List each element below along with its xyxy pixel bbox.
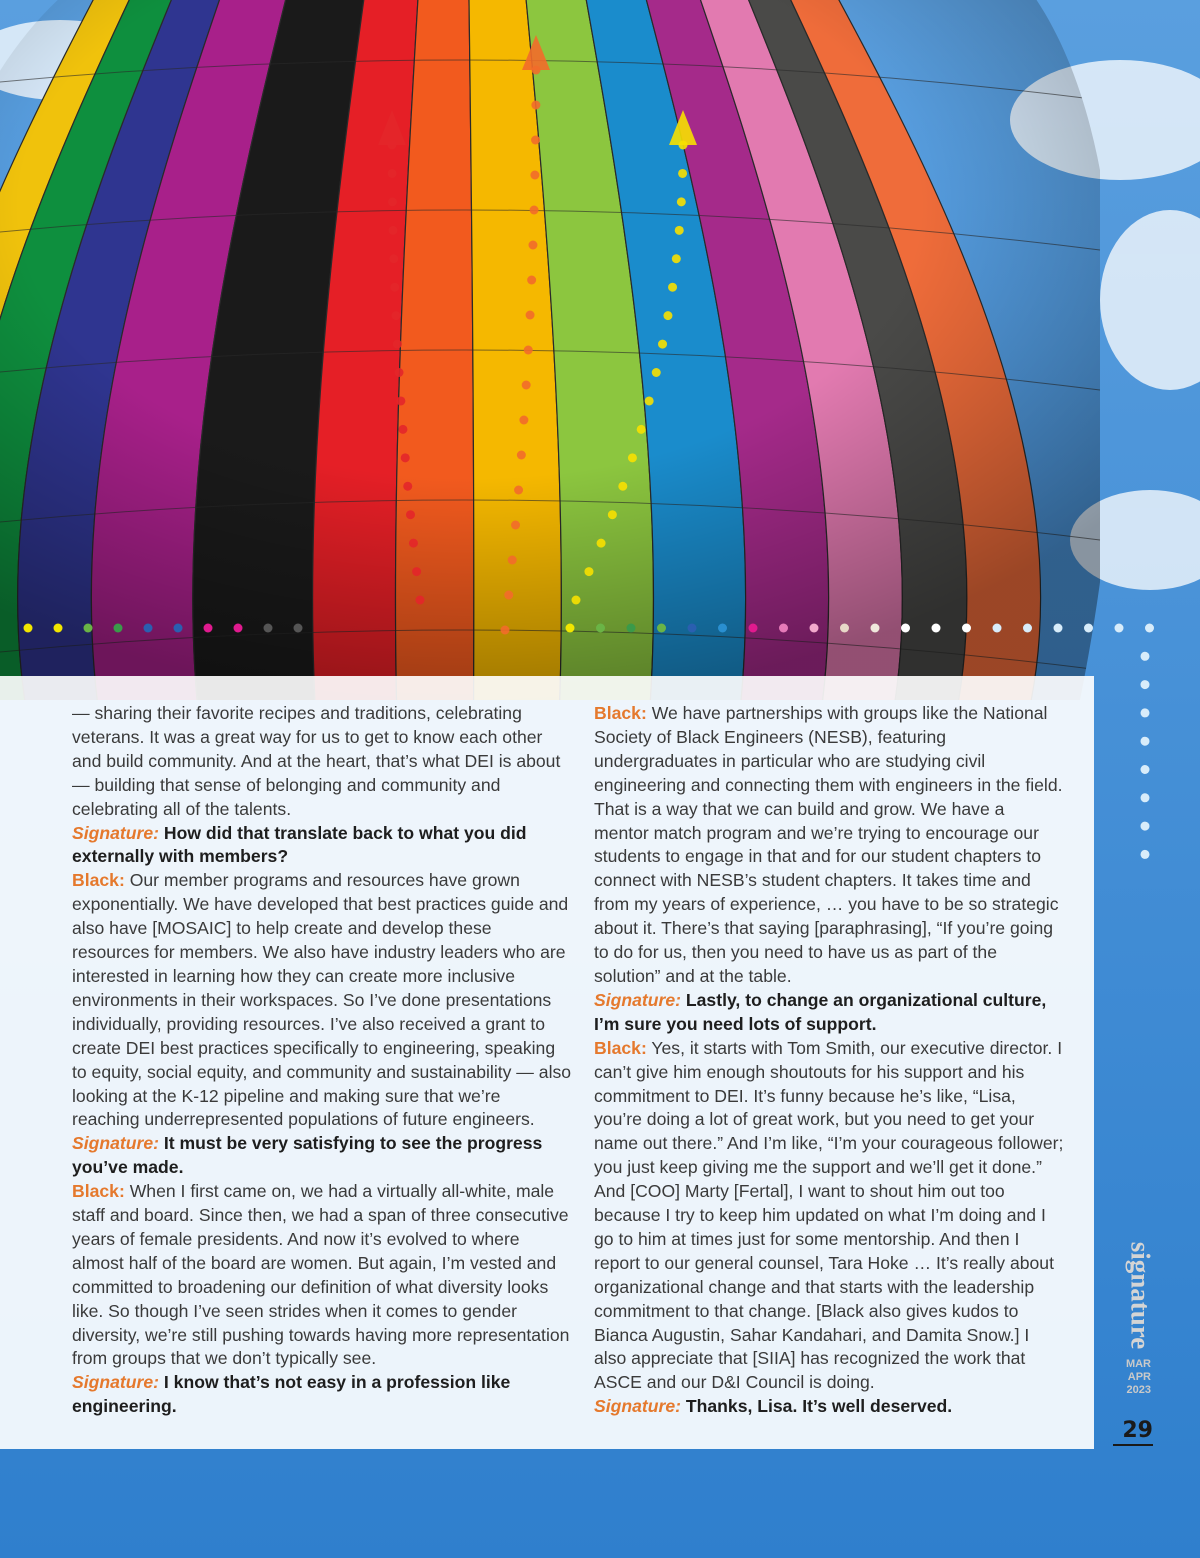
line-dot bbox=[1141, 680, 1150, 689]
arrow-dot bbox=[675, 226, 684, 235]
arrow-dot bbox=[524, 346, 533, 355]
line-dot bbox=[294, 624, 303, 633]
speaker-label-black: Black: bbox=[594, 703, 647, 723]
speaker-label-black: Black: bbox=[594, 1037, 647, 1058]
arrow-dot bbox=[678, 169, 687, 178]
line-dot bbox=[871, 624, 880, 633]
line-dot bbox=[901, 624, 910, 633]
arrow-dot bbox=[584, 567, 593, 576]
arrow-dot bbox=[531, 136, 540, 145]
line-dot bbox=[204, 624, 213, 633]
line-dot bbox=[566, 624, 575, 633]
arrow-dot bbox=[519, 416, 528, 425]
interview-answer bbox=[72, 1180, 572, 1371]
page-number: 29 bbox=[1113, 1418, 1153, 1446]
question-text: Lastly, to change an organizational culture, I’m sure you need lots of support. bbox=[594, 989, 1047, 1034]
arrow-dot bbox=[391, 311, 400, 320]
line-dot bbox=[1023, 624, 1032, 633]
page-masthead bbox=[1101, 1238, 1156, 1458]
arrow-dot bbox=[401, 453, 410, 462]
line-dot bbox=[627, 624, 636, 633]
line-dot bbox=[234, 624, 243, 633]
arrow-dot bbox=[668, 283, 677, 292]
arrow-dot bbox=[645, 396, 654, 405]
line-dot bbox=[688, 624, 697, 633]
arrow-dot bbox=[398, 425, 407, 434]
arrow-dot bbox=[528, 241, 537, 250]
line-dot bbox=[1084, 624, 1093, 633]
line-dot bbox=[1145, 624, 1154, 633]
line-dot bbox=[174, 624, 183, 633]
line-dot bbox=[596, 624, 605, 633]
arrow-dot bbox=[618, 482, 627, 491]
question-text: How did that translate back to what you did externally with members? bbox=[72, 822, 527, 867]
arrow-dot bbox=[416, 596, 425, 605]
speaker-label-signature: Signature: bbox=[594, 1396, 681, 1417]
arrow-dot bbox=[677, 197, 686, 206]
line-dot bbox=[1141, 652, 1150, 661]
arrow-dot bbox=[390, 283, 399, 292]
arrow-dot bbox=[403, 482, 412, 491]
magazine-logo bbox=[1125, 1238, 1156, 1353]
speaker-label-signature: Signature: bbox=[594, 989, 681, 1010]
line-dot bbox=[962, 624, 971, 633]
arrow-dot bbox=[572, 596, 581, 605]
arrow-dot bbox=[526, 311, 535, 320]
arrow-dot bbox=[409, 539, 418, 548]
arrow-dot bbox=[652, 368, 661, 377]
speaker-label-signature: Signature: bbox=[72, 822, 159, 843]
paragraph: — sharing their favorite recipes and traditions, celebrating veterans. It was a great way for us to get to know each other and build community. And at the heart, that’s what DEI is about — building that sense of belonging and community and celebrating all of the talents. bbox=[72, 703, 561, 819]
arrow-dot bbox=[395, 368, 404, 377]
issue-month-2: APR bbox=[1127, 1371, 1151, 1383]
line-dot bbox=[84, 624, 93, 633]
arrow-dot bbox=[396, 396, 405, 405]
speaker-label-signature: Signature: bbox=[72, 1133, 159, 1154]
arrow-dot bbox=[527, 276, 536, 285]
speaker-label-black: Black: bbox=[72, 870, 125, 891]
line-dot bbox=[1141, 850, 1150, 859]
line-dot bbox=[932, 624, 941, 633]
line-dot bbox=[144, 624, 153, 633]
line-dot bbox=[718, 624, 727, 633]
answer-text: Yes, it starts with Tom Smith, our executive director. I can’t give him enough shoutouts for his support and his commitment to DEI. It’s funny because he’s like, “Lisa, you’re doing a lot of great work, but you need to get your name out there.” And I’m like, “I’m your courageous follower; you just keep giving me the support and we’ll get it done.” And [COO] Marty [Fertal], I want to shout him out too because I try to keep him updated on what I’m doing and I go to him at times just for some mentorship. And then I report to our general counsel, Tara Hoke … It’s really about organizational change and that starts with the leadership commitment to that change. [Black also gives kudos to Bianca Augustin, Sahar Kandahari, and Damita Snow.] I also appreciate that [SIIA] has recognized the work that ASCE and our D&I Council is doing. bbox=[594, 1037, 1064, 1393]
arrow-dot bbox=[514, 486, 523, 495]
issue-year: 2023 bbox=[1126, 1384, 1151, 1396]
speaker-label-signature: Signature: bbox=[72, 1372, 159, 1393]
arrow-dot bbox=[412, 567, 421, 576]
speaker-label-black: Black: bbox=[72, 1181, 125, 1202]
arrow-dot bbox=[522, 381, 531, 390]
line-dot bbox=[993, 624, 1002, 633]
interview-answer bbox=[594, 702, 1064, 989]
arrow-dot bbox=[501, 626, 510, 635]
line-dot bbox=[810, 624, 819, 633]
arrow-dot bbox=[531, 101, 540, 110]
line-dot bbox=[749, 624, 758, 633]
answer-text: We have partnerships with groups like the National Society of Black Engineers (NESB), featuring undergraduates in particular who are studying civil engineering and connecting them with engineers in the field. That is a way that we can build and grow. We have a mentor match program and we’re trying to encourage our students to engage in that and for our student chapters to connect with NESB’s student chapters. It takes time and from my years of experience, … you have to be so strategic about it. There’s that saying [paraphrasing], “If you’re going to do for us, then you need to have us as part of the solution” and at the table. bbox=[594, 703, 1063, 986]
arrow-dot bbox=[504, 591, 513, 600]
interview-question bbox=[594, 1395, 1064, 1419]
arrow-dot bbox=[597, 539, 606, 548]
line-dot bbox=[54, 624, 63, 633]
arrow-dot bbox=[530, 171, 539, 180]
answer-text: Our member programs and resources have grown exponentially. We have developed that best practices guide and also have [MOSAIC] to help create and develop these resources for members. We also have industry leaders who are interested in learning how they can create more inclusive environments in their workspaces. So I’ve done presentations individually, providing resources. I’ve also received a grant to create DEI best practices specifically to engineering, speaking to equity, social equity, and community and sustainability — also looking at the K-12 pipeline and making sure that we’re reaching underrepresented populations of future engineers. bbox=[72, 870, 572, 1130]
line-dot bbox=[1141, 737, 1150, 746]
arrow-dot bbox=[608, 510, 617, 519]
arrow-dot bbox=[388, 226, 397, 235]
arrow-dot bbox=[658, 340, 667, 349]
arrow-dot bbox=[406, 510, 415, 519]
article-text-panel bbox=[0, 676, 1094, 1449]
interview-answer bbox=[594, 1037, 1064, 1396]
line-dot bbox=[1141, 822, 1150, 831]
magazine-logo-text: signature bbox=[1125, 1241, 1156, 1350]
question-text: It must be very satisfying to see the progress you’ve made. bbox=[72, 1133, 543, 1178]
left-column bbox=[72, 702, 572, 1419]
line-dot bbox=[779, 624, 788, 633]
interview-answer bbox=[72, 869, 572, 1132]
line-dot bbox=[1115, 624, 1124, 633]
issue-month-1: MAR bbox=[1125, 1358, 1151, 1370]
interview-question bbox=[72, 1371, 572, 1419]
line-dot bbox=[24, 624, 33, 633]
arrow-dot bbox=[389, 254, 398, 263]
interview-question bbox=[72, 1132, 572, 1180]
arrow-dot bbox=[530, 206, 539, 215]
arrow-dot bbox=[508, 556, 517, 565]
arrow-dot bbox=[511, 521, 520, 530]
line-dot bbox=[1141, 765, 1150, 774]
interview-question bbox=[72, 822, 572, 870]
arrow-dot bbox=[517, 451, 526, 460]
question-text: Thanks, Lisa. It’s well deserved. bbox=[685, 1396, 953, 1417]
arrow-dot bbox=[672, 254, 681, 263]
line-dot bbox=[1141, 793, 1150, 802]
question-text: I know that’s not easy in a profession like engineering. bbox=[72, 1372, 511, 1417]
answer-text: When I first came on, we had a virtually all-white, male staff and board. Since then, we had a span of three consecutive years of female presidents. And now it’s evolved to where almost half of the board are women. But again, I’m vested and committed to broadening our definition of what diversity looks like. So though I’ve seen strides when it comes to gender diversity, we’re still pushing towards having more representation from groups that we don’t typically see. bbox=[72, 1181, 570, 1369]
line-dot bbox=[1141, 708, 1150, 717]
interview-question bbox=[594, 989, 1064, 1037]
arrow-dot bbox=[628, 453, 637, 462]
arrow-dot bbox=[388, 197, 397, 206]
arrow-dot bbox=[393, 340, 402, 349]
line-dot bbox=[840, 624, 849, 633]
arrow-dot bbox=[637, 425, 646, 434]
arrow-dot bbox=[388, 169, 397, 178]
line-dot bbox=[264, 624, 273, 633]
arrow-dot bbox=[663, 311, 672, 320]
right-column bbox=[594, 702, 1064, 1419]
line-dot bbox=[114, 624, 123, 633]
line-dot bbox=[1054, 624, 1063, 633]
line-dot bbox=[657, 624, 666, 633]
